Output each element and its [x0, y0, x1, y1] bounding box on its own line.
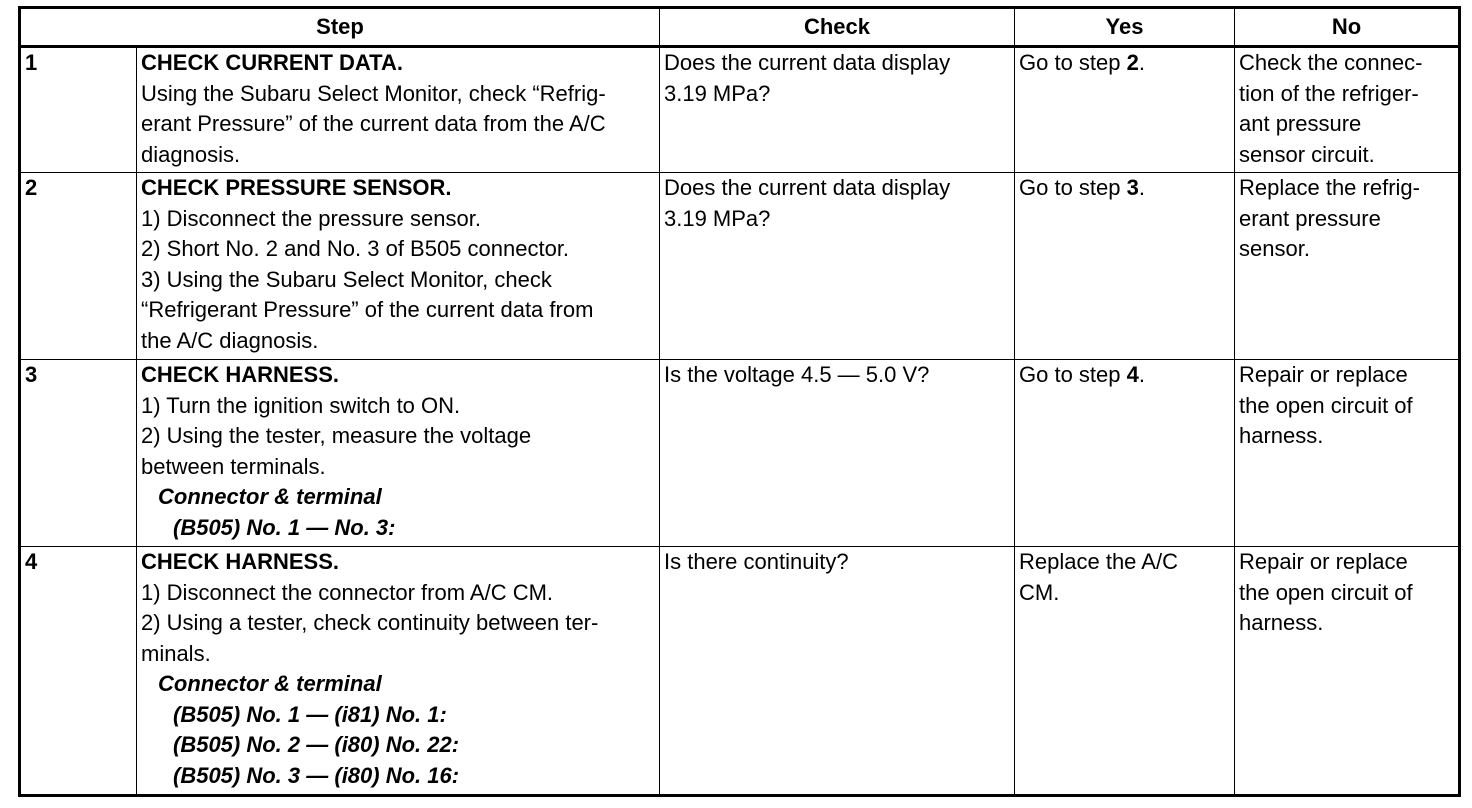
- no-cell: [1235, 47, 1460, 173]
- step-line: Using the Subaru Select Monitor, check “Refrig-: [141, 80, 606, 106]
- check-cell: [660, 47, 1015, 173]
- step-title: CHECK PRESSURE SENSOR.: [141, 175, 452, 200]
- check-cell: [660, 173, 1015, 360]
- step-description: [137, 360, 660, 547]
- yes-cell: [1015, 547, 1235, 796]
- step-line: 2) Using a tester, check continuity between ter-: [141, 610, 599, 635]
- header-step: Step: [20, 8, 660, 47]
- yes-line: Go to step 2.: [1019, 50, 1145, 75]
- table-header-row: [20, 8, 1460, 47]
- step-line: erant Pressure” of the current data from the A/C: [141, 111, 606, 136]
- no-cell: [1235, 360, 1460, 547]
- step-line: minals.: [141, 640, 211, 666]
- yes-cell: [1015, 173, 1235, 360]
- header-check: Check: [660, 8, 1015, 47]
- connector-label: Connector & terminal: [158, 671, 382, 696]
- no-line: tion of the refriger-: [1239, 80, 1419, 106]
- no-cell: [1235, 173, 1460, 360]
- terminal-spec: (B505) No. 2 — (i80) No. 22:: [173, 732, 460, 757]
- no-line: the open circuit of: [1239, 579, 1413, 605]
- step-number: 3: [20, 360, 137, 547]
- table-row: [20, 47, 1460, 173]
- no-line: Repair or replace: [1239, 362, 1408, 387]
- step-title: CHECK CURRENT DATA.: [141, 50, 403, 75]
- no-line: harness.: [1239, 610, 1324, 635]
- step-line: 1) Disconnect the pressure sensor.: [141, 205, 481, 231]
- check-line: Does the current data display: [664, 175, 951, 200]
- header-no: No: [1235, 8, 1460, 47]
- yes-step-number: 4: [1126, 362, 1139, 387]
- no-line: sensor circuit.: [1239, 141, 1375, 167]
- no-line: the open circuit of: [1239, 392, 1413, 418]
- check-line: 3.19 MPa?: [664, 80, 771, 106]
- step-line: the A/C diagnosis.: [141, 327, 319, 353]
- yes-line: Replace the A/C: [1019, 549, 1178, 574]
- terminal-spec: (B505) No. 1 — (i81) No. 1:: [173, 701, 447, 727]
- step-line: between terminals.: [141, 453, 326, 479]
- no-line: Check the connec-: [1239, 50, 1423, 75]
- check-line: 3.19 MPa?: [664, 205, 771, 231]
- terminal-spec: (B505) No. 3 — (i80) No. 16:: [173, 762, 460, 788]
- no-line: sensor.: [1239, 236, 1310, 261]
- table-row: [20, 547, 1460, 796]
- step-number: 2: [20, 173, 137, 360]
- step-number: 4: [20, 547, 137, 796]
- step-line: 3) Using the Subaru Select Monitor, check: [141, 266, 552, 292]
- yes-cell: [1015, 360, 1235, 547]
- check-line: Is there continuity?: [664, 549, 849, 574]
- step-line: “Refrigerant Pressure” of the current data from: [141, 297, 594, 322]
- step-description: [137, 47, 660, 173]
- check-cell: [660, 547, 1015, 796]
- yes-step-number: 3: [1126, 175, 1139, 200]
- table-row: [20, 173, 1460, 360]
- step-number: 1: [20, 47, 137, 173]
- yes-step-number: 2: [1126, 50, 1139, 75]
- no-cell: [1235, 547, 1460, 796]
- yes-cell: [1015, 47, 1235, 173]
- check-line: Is the voltage 4.5 — 5.0 V?: [664, 362, 930, 387]
- step-description: [137, 173, 660, 360]
- step-line: 2) Using the tester, measure the voltage: [141, 423, 532, 448]
- step-line: 2) Short No. 2 and No. 3 of B505 connector.: [141, 236, 570, 261]
- no-line: Replace the refrig-: [1239, 175, 1420, 200]
- step-title: CHECK HARNESS.: [141, 549, 340, 574]
- table-row: [20, 360, 1460, 547]
- step-description: [137, 547, 660, 796]
- yes-line: Go to step 3.: [1019, 175, 1145, 200]
- yes-line: Go to step 4.: [1019, 362, 1145, 387]
- terminal-spec: (B505) No. 1 — No. 3:: [173, 514, 396, 540]
- step-line: diagnosis.: [141, 141, 241, 167]
- check-line: Does the current data display: [664, 50, 951, 75]
- step-title: CHECK HARNESS.: [141, 362, 340, 387]
- yes-line: CM.: [1019, 579, 1060, 605]
- no-line: harness.: [1239, 423, 1324, 448]
- no-line: Repair or replace: [1239, 549, 1408, 574]
- no-line: erant pressure: [1239, 205, 1381, 231]
- no-line: ant pressure: [1239, 111, 1362, 136]
- diagnostic-table: [18, 6, 1461, 797]
- step-line: 1) Disconnect the connector from A/C CM.: [141, 579, 554, 605]
- header-yes: Yes: [1015, 8, 1235, 47]
- step-line: 1) Turn the ignition switch to ON.: [141, 392, 461, 418]
- check-cell: [660, 360, 1015, 547]
- connector-label: Connector & terminal: [158, 484, 382, 509]
